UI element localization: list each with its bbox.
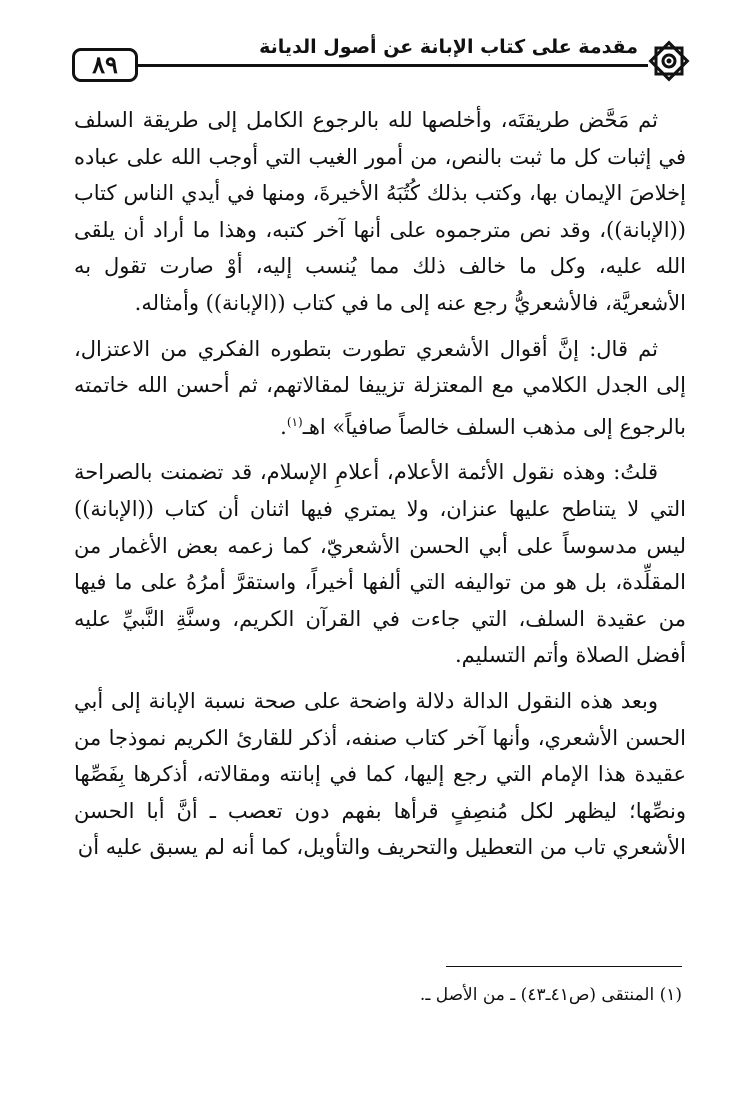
page-header	[62, 34, 694, 94]
page-number-box	[72, 48, 138, 82]
page-body	[74, 102, 686, 875]
eight-point-star-icon	[644, 34, 694, 90]
paragraph: ثم مَحَّض طريقتَه، وأخلصها لله بالرجوع الكامل إلى طريقة السلف في إثبات كل ما ثبت بالنص، من أمور الغيب التي أوجب الله على عباده إخلاصَ الإيمان بها، وكتب بذلك كُتُبَهُ الأخيرةَ، ومنها في أيدي الناس كتاب ((الإبانة))، وقد نص مترجموه على أنها آخر كتبه، وهذا ما أراد أن يلقى الله عليه، وكل ما خالف ذلك مما يُنسب إليه، أوْ صارت تقول به الأشعريَّة، فالأشعريُّ رجع عنه إلى ما في كتاب ((الإبانة)) وأمثاله.	[74, 108, 686, 315]
paragraph: وبعد هذه النقول الدالة دلالة واضحة على صحة نسبة الإبانة إلى أبي الحسن الأشعري، وأنها آخر كتاب صنفه، أذكر للقارئ الكريم نموذجا من عقيدة هذا الإمام التي رجع إليها، كما في إبانته ومقالاته، أذكرها بِفَصِّها ونصِّها؛ ليظهر لكل مُنصِفٍ قرأها بفهم دون تعصب ـ أنَّ أبا الحسن الأشعري تاب من التعطيل والتحريف والتأويل، كما أنه لم يسبق عليه أن	[74, 688, 686, 860]
paragraph-text: ثم قال: إنَّ أقوال الأشعري تطورت بتطوره الفكري من الاعتزال، إلى الجدل الكلامي مع المعتزلة تزييفا لمقالاتهم، ثم أحسن الله خاتمته بالرجوع إلى مذهب السلف خالصاً صافياً» اهـ	[74, 336, 686, 439]
paragraph: ثم قال: إنَّ أقوال الأشعري تطورت بتطوره الفكري من الاعتزال، إلى الجدل الكلامي مع المعتزلة تزييفا لمقالاتهم، ثم أحسن الله خاتمته بالرجوع إلى مذهب السلف خالصاً صافياً» اهـ$^{(١)}$.	[74, 336, 686, 439]
footnote: (١) المنتقى (ص٤١ـ٤٣) ـ من الأصل ـ.	[419, 985, 682, 1005]
footnote-ref: (١)	[286, 414, 303, 429]
page-number: ٨٩	[92, 50, 118, 79]
header-rule	[138, 64, 648, 67]
paragraph: قلتُ: وهذه نقول الأئمة الأعلام، أعلامِ الإسلام، قد تضمنت بالصراحة التي لا يتناطح عليها عنزان، ولا يمتري فيها اثنان أن كتاب ((الإبانة)) ليس مدسوساً على أبي الحسن الأشعريّ، كما زعمه بعض الأغمار من المقلِّدة، بل هو من تواليفه التي ألفها أخيراً، واستقرَّ أمرُهُ على ما فيها من عقيدة السلف، التي جاءت في القرآن الكريم، وسنَّةِ النَّبيِّ عليه أفضل الصلاة وأتم التسليم.	[74, 460, 686, 668]
running-title: مقدمة على كتاب الإبانة عن أصول الديانة	[259, 36, 638, 58]
footnote-rule	[446, 966, 682, 967]
